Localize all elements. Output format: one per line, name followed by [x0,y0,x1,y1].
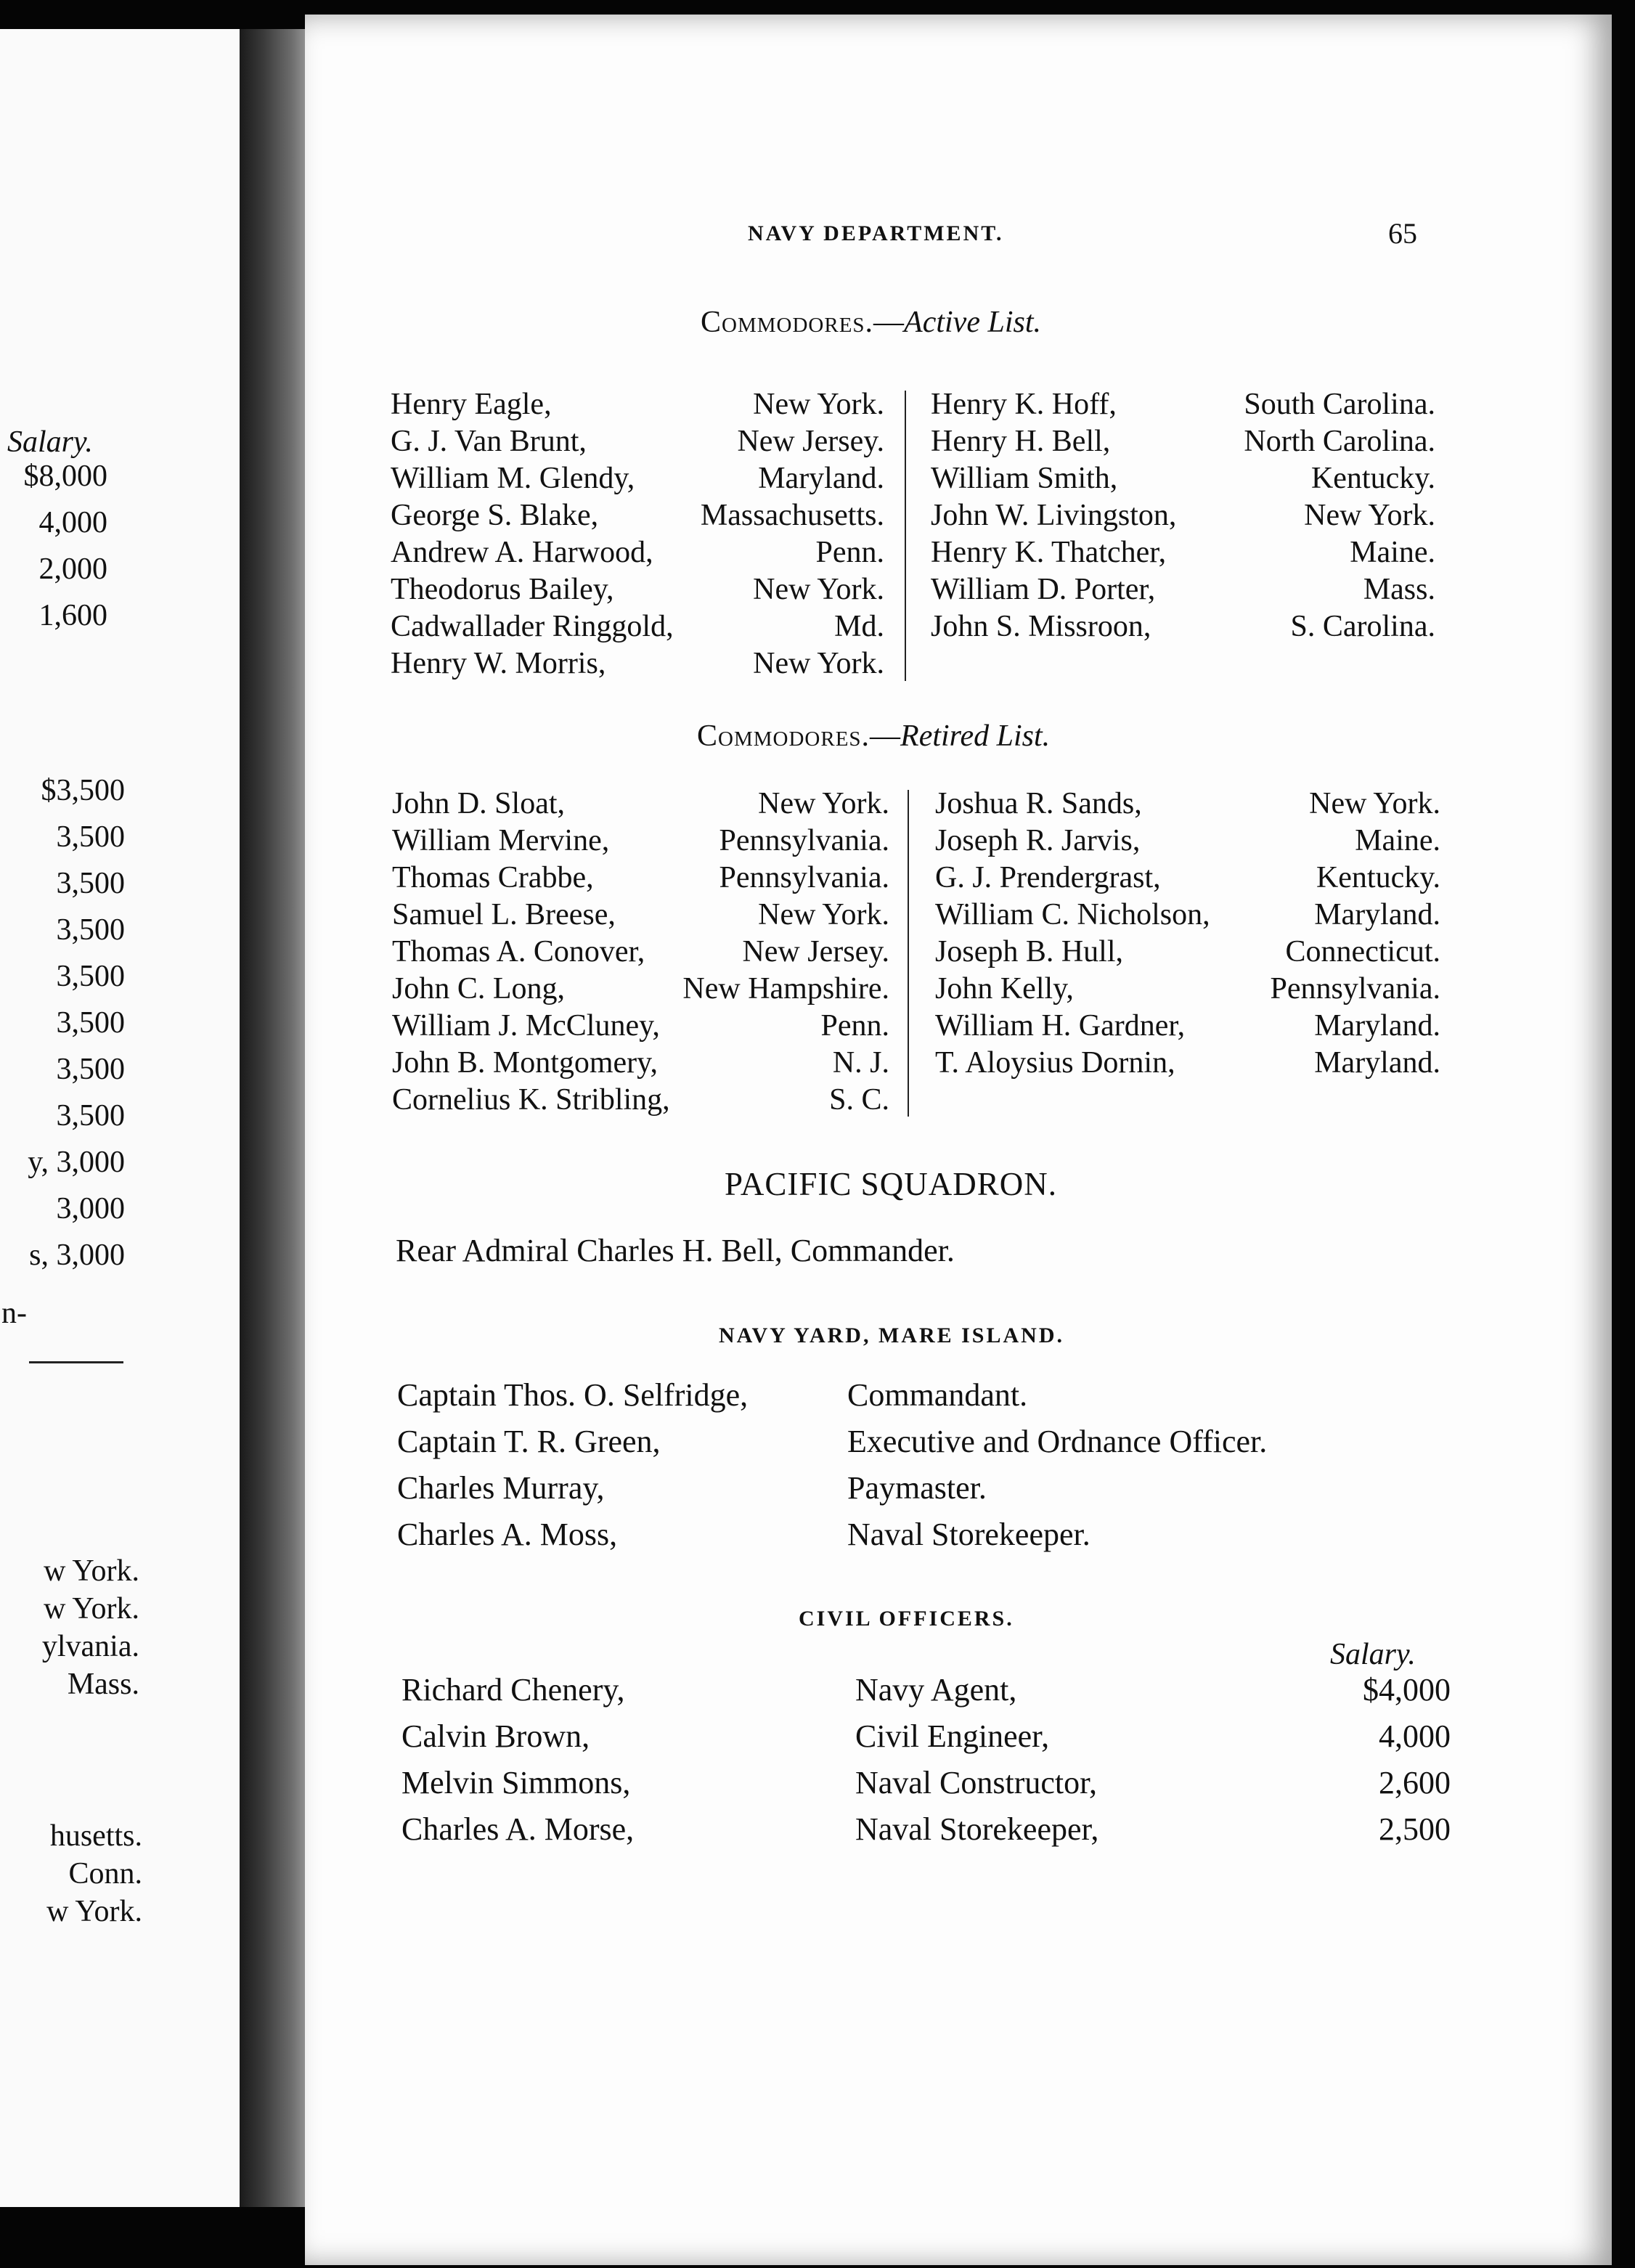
officer-name: John W. Livingston, [931,499,1177,532]
left-salary: s, 3,000 [29,1239,125,1272]
officer-name: Charles A. Morse, [401,1811,635,1847]
list-item [392,823,889,860]
list-item [935,1008,1440,1045]
officer-name: Captain Thos. O. Selfridge, [397,1377,749,1413]
list-item [392,786,889,823]
list-item [931,460,1435,497]
left-fragment: w York. [44,1554,139,1588]
list-item [392,1045,889,1082]
left-salary: 3,500 [56,867,125,900]
officer-state: Kentucky. [1310,462,1435,495]
officer-state: New York. [1304,499,1435,532]
heading-italic: Active List. [904,306,1042,339]
officer-name: Richard Chenery, [401,1672,625,1708]
civil-salary-label: Salary. [1330,1638,1416,1671]
officer-name: William Smith, [931,462,1118,495]
list-item [931,497,1435,534]
left-salary: 3,500 [56,820,125,854]
pacific-squadron-title: PACIFIC SQUADRON. [725,1166,1057,1202]
list-item [935,934,1440,971]
left-salary: 3,500 [56,960,125,993]
list-item [391,645,884,682]
left-salary: 2,000 [38,552,107,586]
left-fragment: husetts. [49,1819,142,1853]
retired-list-heading [697,719,1050,754]
officer-name: Joshua R. Sands, [935,787,1142,820]
list-item [392,971,889,1008]
heading-caps: Commodores. [697,719,870,753]
list-item [391,460,884,497]
officer-state: New York. [758,898,889,931]
list-item [931,608,1435,645]
page-number: 65 [1388,217,1417,250]
officer-name: Joseph R. Jarvis, [935,824,1141,857]
list-item [931,386,1435,423]
heading-dash: — [873,306,905,339]
officer-role: Civil Engineer, [855,1718,1050,1754]
left-fragment: Mass. [67,1668,139,1701]
civil-officers-title: CIVIL OFFICERS. [799,1607,1014,1631]
officer-role: Paymaster. [847,1470,987,1506]
table-row [401,1718,1451,1764]
list-item [392,860,889,897]
officer-state: N. J. [832,1046,889,1080]
officer-role: Naval Storekeeper. [847,1517,1090,1552]
list-item [931,423,1435,460]
table-row [397,1469,1486,1516]
list-item [931,534,1435,571]
facing-page-fragment [0,29,240,2207]
officer-name: Henry Eagle, [391,388,552,421]
officer-name: Thomas A. Conover, [392,935,645,968]
officer-state: Maryland. [1314,1009,1440,1043]
officer-name: William D. Porter, [931,573,1156,606]
retired-list-right [935,786,1440,1082]
officer-state: Penn. [820,1009,889,1043]
column-divider [905,391,906,681]
officer-name: John Kelly, [935,972,1074,1005]
officer-state: Maryland. [758,462,884,495]
officer-name: Samuel L. Breese, [392,898,616,931]
officer-name: Cornelius K. Stribling, [392,1083,670,1117]
officer-state: New Jersey. [737,425,884,458]
left-salary: $8,000 [23,460,107,493]
table-row [401,1764,1451,1811]
left-salary: y, 3,000 [28,1146,125,1179]
officer-state: S. Carolina. [1290,610,1435,643]
officer-state: Maryland. [1314,898,1440,931]
heading-dash: — [870,719,901,753]
column-divider [908,790,909,1117]
officer-state: Pennsylvania. [719,861,889,894]
list-item [392,934,889,971]
heading-italic: Retired List. [900,719,1051,753]
officer-name: T. Aloysius Dornin, [935,1046,1175,1080]
left-fragments-lower [0,1819,142,1932]
document-page [305,15,1612,2265]
officer-name: Henry K. Thatcher, [931,536,1167,569]
list-item [935,860,1440,897]
left-salary: 3,000 [56,1192,125,1225]
left-fragment: w York. [44,1592,139,1625]
officer-name: Henry K. Hoff, [931,388,1117,421]
active-list-right [931,386,1435,645]
officer-role: Navy Agent, [855,1672,1017,1708]
officer-state: New York. [753,573,884,606]
left-salary: 1,600 [38,599,107,632]
officer-name: William C. Nicholson, [935,898,1210,931]
table-row [401,1671,1451,1718]
officer-state: South Carolina. [1244,388,1435,421]
officer-salary: 2,500 [1379,1811,1451,1847]
officer-name: Henry W. Morris, [391,647,606,680]
list-item [935,786,1440,823]
officer-name: Joseph B. Hull, [935,935,1124,968]
list-item [391,423,884,460]
civil-officers-table [401,1671,1451,1857]
list-item [391,534,884,571]
officer-role: Commandant. [847,1377,1028,1413]
officer-salary: 4,000 [1379,1718,1451,1754]
left-fragment: ylvania. [41,1630,139,1663]
officer-name: John C. Long, [392,972,566,1005]
officer-state: Maine. [1350,536,1435,569]
officer-state: North Carolina. [1244,425,1435,458]
list-item [391,497,884,534]
officer-state: Kentucky. [1316,861,1440,894]
left-salary-label: Salary. [7,425,93,459]
list-item [392,1008,889,1045]
list-item [391,386,884,423]
officer-state: New York. [1309,787,1440,820]
officer-state: New York. [753,388,884,421]
officer-state: Maine. [1355,824,1440,857]
officer-state: Md. [834,610,884,643]
left-salaries-top [0,459,107,645]
officer-state: S. C. [829,1083,889,1117]
active-list-left [391,386,884,682]
left-salary: 3,500 [56,1006,125,1040]
officer-name: G. J. Van Brunt, [391,425,587,458]
list-item [935,897,1440,934]
officer-name: William H. Gardner, [935,1009,1186,1043]
officer-name: John S. Missroon, [931,610,1151,643]
officer-state: Penn. [815,536,884,569]
officer-state: Mass. [1363,573,1435,606]
left-salaries-mid [0,773,125,1284]
pacific-commander: Rear Admiral Charles H. Bell, Commander. [396,1233,955,1268]
left-salary: $3,500 [41,774,125,807]
running-title: NAVY DEPARTMENT. [748,221,1004,245]
list-item [392,897,889,934]
left-fragment: w York. [46,1895,142,1928]
list-item [391,571,884,608]
list-item [935,971,1440,1008]
officer-role: Naval Storekeeper, [855,1811,1099,1847]
table-row [397,1516,1486,1562]
officer-state: New Jersey. [742,935,889,968]
officer-name: Charles Murray, [397,1470,605,1506]
left-rule [29,1361,123,1363]
officer-state: New York. [758,787,889,820]
list-item [935,1045,1440,1082]
navy-yard-title: NAVY YARD, MARE ISLAND. [719,1323,1064,1347]
list-item [935,823,1440,860]
officer-state: Pennsylvania. [719,824,889,857]
officer-name: Henry H. Bell, [931,425,1111,458]
officer-name: John D. Sloat, [392,787,566,820]
officer-name: Thomas Crabbe, [392,861,594,894]
officer-name: William Mervine, [392,824,610,857]
officer-name: William M. Glendy, [391,462,635,495]
left-salary: 3,500 [56,1053,125,1086]
table-row [397,1423,1486,1469]
list-item [931,571,1435,608]
left-salary: 4,000 [38,506,107,539]
heading-caps: Commodores. [701,306,874,339]
officer-name: Calvin Brown, [401,1718,590,1754]
officer-role: Executive and Ordnance Officer. [847,1424,1268,1459]
officer-state: Maryland. [1314,1046,1440,1080]
officer-name: William J. McCluney, [392,1009,660,1043]
left-fragments [0,1554,139,1705]
list-item [392,1082,889,1119]
officer-name: Andrew A. Harwood, [391,536,653,569]
officer-state: New York. [753,647,884,680]
officer-name: Cadwallader Ringgold, [391,610,674,643]
officer-name: Charles A. Moss, [397,1517,618,1552]
left-fragment: n- [1,1297,27,1330]
officer-state: Connecticut. [1285,935,1440,968]
officer-name: G. J. Prendergrast, [935,861,1161,894]
left-salary: 3,500 [56,1099,125,1133]
officer-state: New Hampshire. [682,972,889,1005]
left-fragment: Conn. [68,1857,142,1890]
left-salary: 3,500 [56,913,125,947]
officer-state: Massachusetts. [700,499,884,532]
table-row [401,1811,1451,1857]
officer-salary: 2,600 [1379,1765,1451,1800]
active-list-heading [701,305,1041,340]
officer-name: Theodorus Bailey, [391,573,614,606]
officer-name: Captain T. R. Green, [397,1424,661,1459]
table-row [397,1376,1486,1423]
list-item [391,608,884,645]
officer-role: Naval Constructor, [855,1765,1098,1800]
officer-name: John B. Montgomery, [392,1046,658,1080]
officer-salary: $4,000 [1363,1672,1451,1708]
retired-list-left [392,786,889,1119]
officer-name: George S. Blake, [391,499,599,532]
officer-name: Melvin Simmons, [401,1765,631,1800]
navy-yard-table [397,1376,1486,1562]
officer-state: Pennsylvania. [1270,972,1440,1005]
